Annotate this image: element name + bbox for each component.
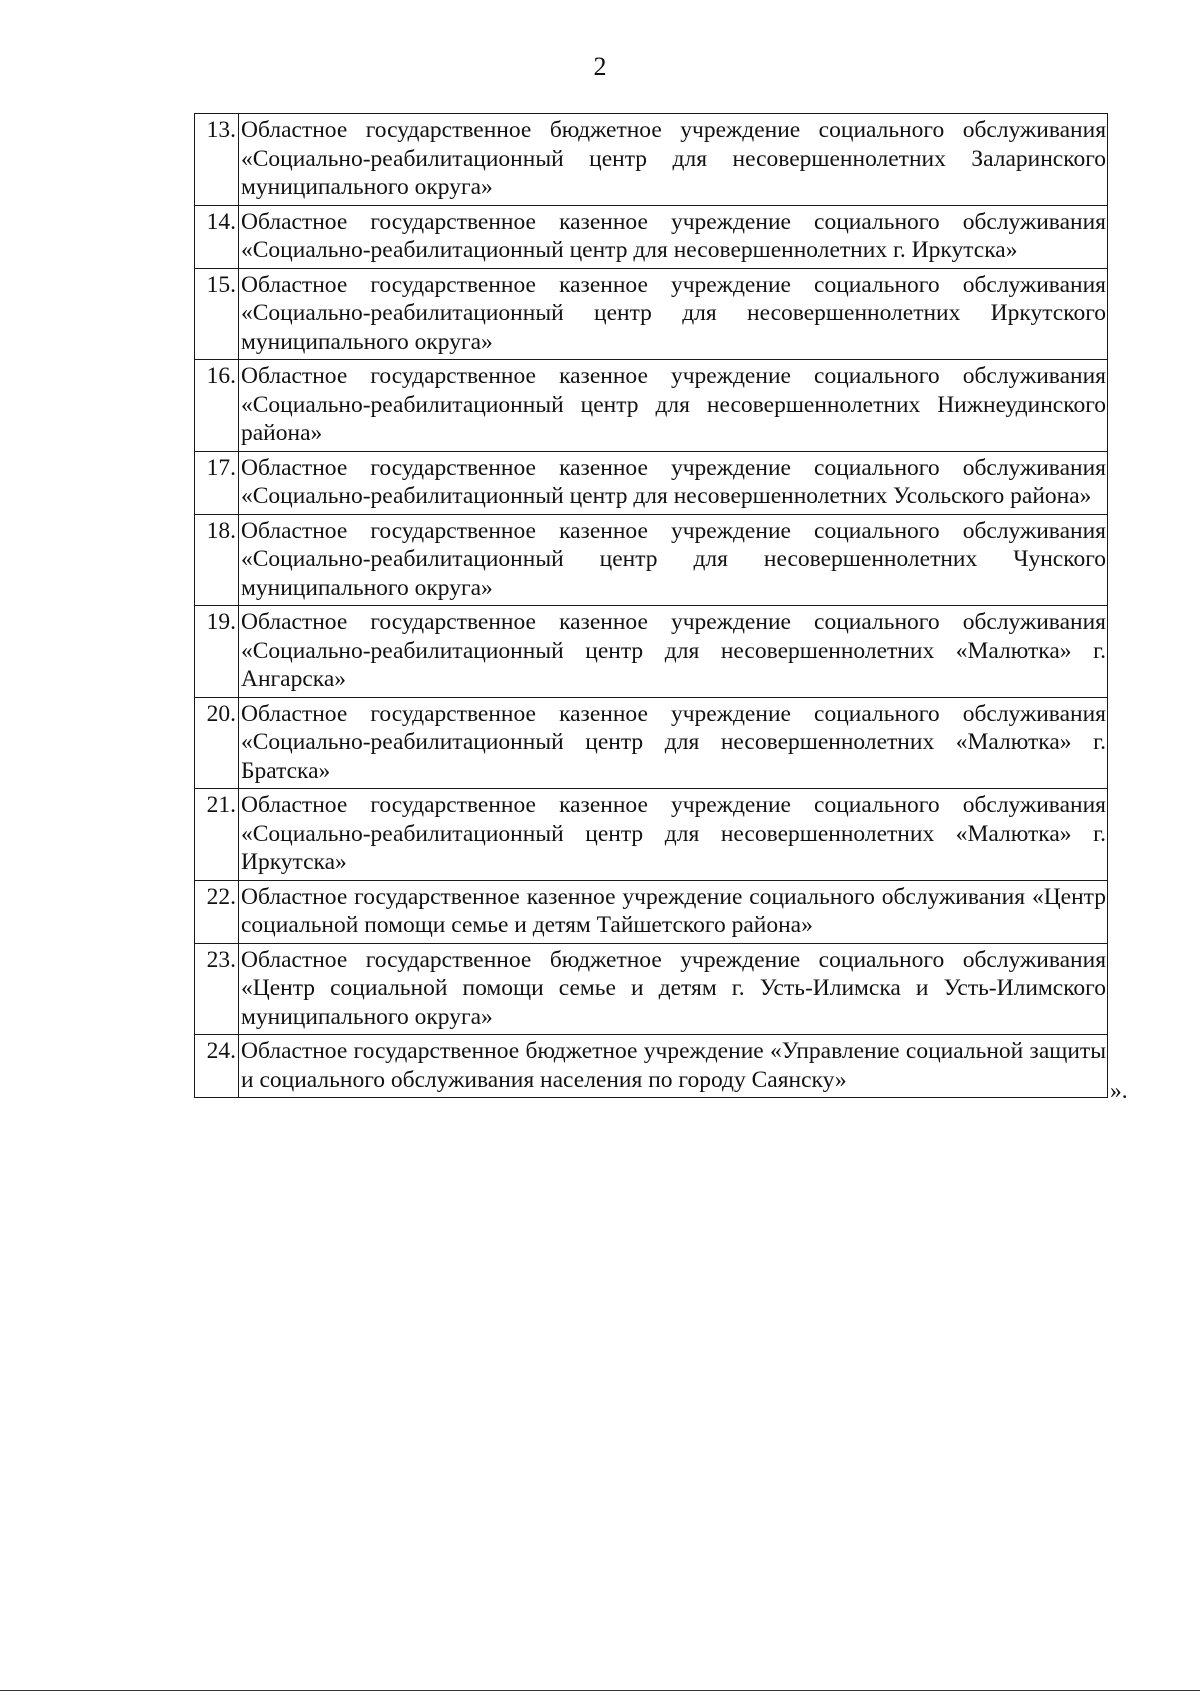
row-number: 24.	[195, 1035, 239, 1098]
row-number: 20.	[195, 697, 239, 789]
table-row	[195, 789, 1108, 881]
table-row	[195, 1035, 1108, 1098]
institution-name: Областное государственное бюджетное учреждение социального обслуживания «Социально-реабилитационный центр для несовершеннолетних Заларинского муниципального округа»	[239, 114, 1108, 206]
row-number: 19.	[195, 606, 239, 698]
row-number: 15.	[195, 268, 239, 360]
row-number: 16.	[195, 360, 239, 452]
institution-name: Областное государственное казенное учреждение социального обслуживания «Социально-реабилитационный центр для несовершеннолетних «Малютка» г. Братска»	[239, 697, 1108, 789]
table-row	[195, 205, 1108, 268]
row-number: 18.	[195, 514, 239, 606]
row-number: 23.	[195, 943, 239, 1035]
institution-name: Областное государственное казенное учреждение социального обслуживания «Социально-реабилитационный центр для несовершеннолетних г. Иркутска»	[239, 205, 1108, 268]
row-number: 21.	[195, 789, 239, 881]
table-row	[195, 268, 1108, 360]
page-bottom-rule	[0, 1690, 1200, 1691]
institution-name: Областное государственное казенное учреждение социального обслуживания «Социально-реабилитационный центр для несовершеннолетних Нижнеудинского района»	[239, 360, 1108, 452]
table-row	[195, 606, 1108, 698]
institutions-table	[194, 113, 1108, 1098]
row-number: 22.	[195, 880, 239, 943]
institution-name: Областное государственное казенное учреждение социального обслуживания «Социально-реабилитационный центр для несовершеннолетних Усольского района»	[239, 451, 1108, 514]
page-number: 2	[593, 52, 607, 81]
institution-name: Областное государственное казенное учреждение социального обслуживания «Центр социальной помощи семье и детям Тайшетского района»	[239, 880, 1108, 943]
row-number: 14.	[195, 205, 239, 268]
table-row	[195, 697, 1108, 789]
table-row	[195, 451, 1108, 514]
institution-name: Областное государственное бюджетное учреждение социального обслуживания «Центр социальной помощи семье и детям г. Усть-Илимска и Усть-Илимского муниципального округа»	[239, 943, 1108, 1035]
row-number: 13.	[195, 114, 239, 206]
table-row	[195, 880, 1108, 943]
institution-name: Областное государственное казенное учреждение социального обслуживания «Социально-реабилитационный центр для несовершеннолетних Чунского муниципального округа»	[239, 514, 1108, 606]
table-row	[195, 514, 1108, 606]
institution-name: Областное государственное бюджетное учреждение «Управление социальной защиты и социального обслуживания населения по городу Саянску»	[239, 1035, 1108, 1098]
institution-name: Областное государственное казенное учреждение социального обслуживания «Социально-реабилитационный центр для несовершеннолетних Иркутского муниципального округа»	[239, 268, 1108, 360]
table-row	[195, 943, 1108, 1035]
table-row	[195, 114, 1108, 206]
institution-name: Областное государственное казенное учреждение социального обслуживания «Социально-реабилитационный центр для несовершеннолетних «Малютка» г. Ангарска»	[239, 606, 1108, 698]
institution-name: Областное государственное казенное учреждение социального обслуживания «Социально-реабилитационный центр для несовершеннолетних «Малютка» г. Иркутска»	[239, 789, 1108, 881]
closing-quote-mark: ».	[1110, 1078, 1128, 1104]
row-number: 17.	[195, 451, 239, 514]
institutions-table-body	[195, 114, 1108, 1098]
table-row	[195, 360, 1108, 452]
